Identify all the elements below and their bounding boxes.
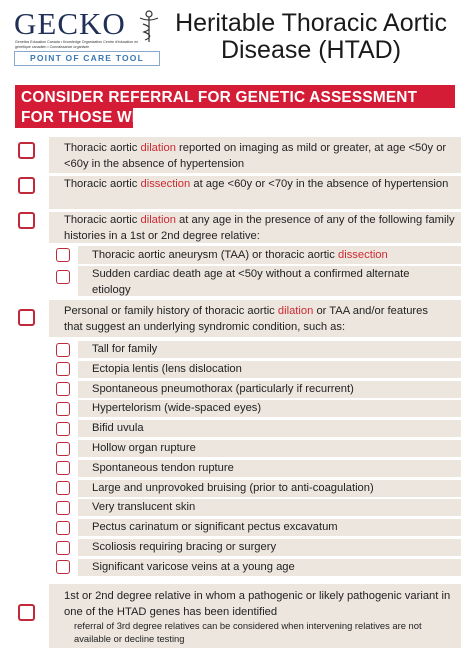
checkbox[interactable]	[56, 501, 70, 515]
item-dissection: Thoracic aortic dissection at age <60y or <70y in the absence of hypertension	[64, 178, 449, 190]
item-family-history: Thoracic aortic dilation at any age in the presence of any of the following family histories in a 1st or 2nd degree relative:	[64, 214, 455, 242]
checkbox[interactable]	[56, 343, 70, 357]
checkbox[interactable]	[56, 481, 70, 495]
feature-item: Spontaneous pneumothorax (particularly if recurrent)	[92, 382, 354, 395]
feature-item: Ectopia lentis (lens dislocation	[92, 362, 242, 375]
point-of-care-tag: POINT OF CARE TOOL	[14, 51, 160, 66]
feature-item: Bifid uvula	[92, 422, 144, 435]
checkbox[interactable]	[18, 212, 35, 229]
checkbox[interactable]	[18, 177, 35, 194]
item-taa-family: Thoracic aortic aneurysm (TAA) or thoracic aortic dissection	[92, 249, 388, 261]
logo-wordmark: GECKO	[14, 6, 126, 41]
checkbox[interactable]	[56, 270, 70, 284]
feature-item: Very translucent skin	[92, 501, 196, 514]
feature-item: Tall for family	[92, 343, 158, 355]
item-relative-variant: 1st or 2nd degree relative in whom a pathogenic or likely pathogenic variant in one of the HTAD genes has been identified	[64, 590, 451, 618]
checkbox[interactable]	[18, 604, 35, 621]
feature-item: Pectus carinatum or significant pectus excavatum	[92, 521, 338, 534]
checkbox[interactable]	[18, 309, 35, 326]
checkbox[interactable]	[56, 541, 70, 555]
checkbox[interactable]	[56, 442, 70, 456]
item-sudden-death: Sudden cardiac death age at <50y without a confirmed alternate etiology	[92, 268, 410, 296]
checkbox[interactable]	[56, 422, 70, 436]
checkbox[interactable]	[56, 248, 70, 262]
logo-subtitle: Genetics Education Canada • Knowledge Organization Centre d'éducation en génétique canadien • Connaissance organisée	[15, 40, 139, 49]
feature-item: Significant varicose veins at a young age	[92, 560, 295, 573]
feature-item: Scoliosis requiring bracing or surgery	[92, 541, 277, 553]
checkbox[interactable]	[56, 521, 70, 535]
item-relative-note: referral of 3rd degree relatives can be considered when intervening relatives are not available or decline testing	[74, 620, 422, 644]
gecko-logo	[10, 6, 160, 66]
checkbox[interactable]	[56, 382, 70, 396]
item-imaging-dilation: Thoracic aortic dilation reported on imaging as mild or greater, at age <50y or <60y in the absence of hypertension	[64, 142, 447, 170]
checkbox[interactable]	[56, 362, 70, 376]
checkbox[interactable]	[56, 461, 70, 475]
feature-item: Hollow organ rupture	[92, 442, 196, 454]
item-syndromic: Personal or family history of thoracic aortic dilation or TAA and/or features that suggest an underlying syndromic condition, such as:	[64, 305, 428, 333]
feature-item: Spontaneous tendon rupture	[92, 461, 234, 474]
checkbox[interactable]	[56, 402, 70, 416]
banner-text: CONSIDER REFERRAL FOR GENETIC ASSESSMENT FOR THOSE WITH:	[21, 89, 418, 126]
checkbox[interactable]	[18, 142, 35, 159]
feature-item: Large and unprovoked bruising (prior to anti-coagulation)	[92, 481, 374, 494]
feature-item: Hypertelorism (wide-spaced eyes)	[92, 402, 262, 415]
page-title: Heritable Thoracic Aortic Disease (HTAD)	[175, 9, 447, 64]
checkbox[interactable]	[56, 560, 70, 574]
referral-banner	[15, 85, 455, 128]
